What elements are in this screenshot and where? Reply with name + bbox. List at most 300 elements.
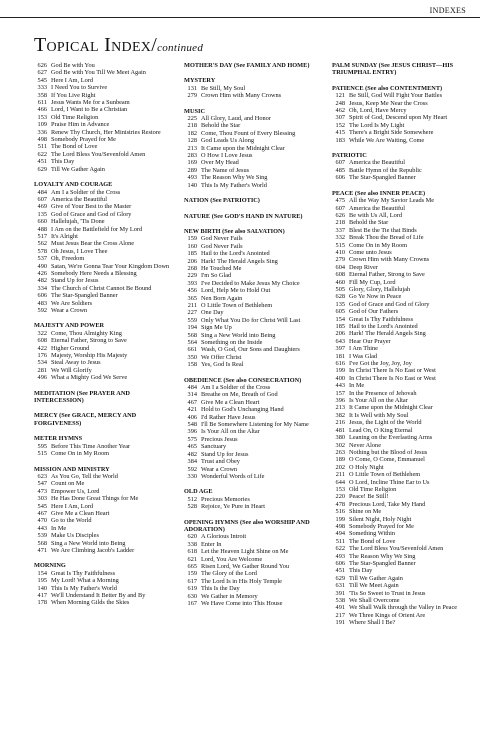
hymn-number: 516 — [335, 508, 345, 516]
index-entry — [332, 545, 472, 552]
hymn-number: 471 — [37, 546, 47, 554]
hymn-number: 157 — [335, 389, 345, 397]
hymn-title: Peace! Be Still! — [349, 493, 389, 501]
hymn-title: Am I a Soldier of the Cross — [201, 384, 271, 392]
index-section — [34, 390, 174, 405]
index-entry — [34, 121, 174, 128]
hymn-title: Spirit of God, Descend upon My Heart — [349, 114, 448, 122]
section-heading: LOYALTY AND COURAGE — [34, 181, 113, 189]
hymn-title: O Holy Night — [349, 463, 384, 471]
index-section — [34, 62, 174, 173]
hymn-number: 626 — [37, 62, 47, 69]
hymn-title: If You Live Right — [51, 91, 96, 99]
hymn-number: 559 — [187, 316, 197, 324]
index-entry — [184, 548, 324, 555]
index-entry — [332, 442, 472, 449]
index-entry — [332, 100, 472, 107]
hymn-title: We Gather in Memory — [201, 592, 258, 600]
index-entry — [184, 436, 324, 443]
hymn-title: We Will Glorify — [51, 366, 92, 374]
hymn-title: Silent Night, Holy Night — [349, 515, 412, 523]
hymn-title: All the Way My Savior Leads Me — [349, 197, 435, 205]
hymn-title: Go to the World — [51, 517, 92, 525]
hymn-title: Is Your All on the Altar — [201, 428, 260, 436]
index-entry — [34, 480, 174, 487]
index-entry — [332, 553, 472, 560]
hymn-title: America the Beautiful — [349, 204, 405, 212]
index-entry — [184, 593, 324, 600]
hymn-number: 620 — [187, 533, 197, 541]
index-entry — [34, 248, 174, 255]
hymn-title: We Are Soldiers — [51, 299, 93, 307]
index-entry — [332, 412, 472, 419]
hymn-number: 568 — [37, 539, 47, 547]
index-entry — [332, 234, 472, 241]
index-section — [184, 228, 324, 369]
index-entry — [34, 525, 174, 532]
hymn-number: 611 — [37, 99, 47, 107]
hymn-title: Jesus, Keep Me Near the Cross — [349, 99, 428, 107]
hymn-title: The Reason Why We Sing — [201, 174, 268, 182]
index-entry — [34, 532, 174, 539]
index-entry — [34, 359, 174, 366]
section-heading: MOTHER'S DAY (See FAMILY AND HOME) — [184, 62, 310, 69]
index-entry — [184, 309, 324, 316]
index-section — [332, 62, 472, 77]
index-entry — [184, 145, 324, 152]
index-section — [332, 190, 472, 627]
hymn-number: 153 — [37, 113, 47, 121]
hymn-title: As You Go, Tell the World — [51, 472, 118, 480]
index-entry — [184, 585, 324, 592]
index-column-2 — [184, 62, 324, 607]
index-entry — [332, 271, 472, 278]
index-section — [34, 435, 174, 457]
hymn-number: 456 — [187, 287, 197, 295]
hymn-number: 382 — [335, 411, 345, 419]
hymn-number: 621 — [187, 555, 197, 563]
index-entry — [34, 367, 174, 374]
index-section — [184, 197, 324, 204]
hymn-title: God Never Fails — [201, 242, 243, 250]
hymn-number: 169 — [187, 159, 197, 167]
index-entry — [332, 479, 472, 486]
index-section — [184, 377, 324, 481]
hymn-number: 396 — [187, 428, 197, 436]
hymn-number: 460 — [335, 278, 345, 286]
hymn-title: Something on the Inside — [201, 339, 263, 346]
hymn-title: Something Within — [349, 530, 395, 538]
index-entry — [332, 323, 472, 330]
section-heading: PALM SUNDAY (See JESUS CHRIST—HIS TRIUMPHAL ENTRY) — [332, 62, 454, 77]
index-section — [184, 488, 324, 510]
section-heading: MORNING — [34, 562, 66, 570]
index-entry — [184, 570, 324, 577]
hymn-number: 218 — [187, 122, 197, 130]
index-entry — [332, 397, 472, 404]
hymn-title: Glory, Glory, Hallelujah — [349, 285, 411, 293]
index-entry — [184, 473, 324, 480]
hymn-number: 623 — [37, 472, 47, 480]
hymn-number: 467 — [187, 398, 197, 406]
index-entry — [332, 427, 472, 434]
hymn-number: 578 — [37, 247, 47, 255]
index-entry — [332, 197, 472, 204]
index-entry — [184, 354, 324, 361]
hymn-number: 538 — [335, 597, 345, 605]
index-entry — [34, 337, 174, 344]
hymn-number: 380 — [335, 434, 345, 442]
index-entry — [332, 316, 472, 323]
hymn-number: 661 — [187, 346, 197, 354]
index-section — [184, 77, 324, 99]
hymn-number: 393 — [187, 279, 197, 287]
hymn-number: 505 — [335, 285, 345, 293]
hymn-title: Hail to the Lord's Anointed — [349, 323, 418, 330]
index-entry — [332, 301, 472, 308]
hymn-number: 568 — [187, 331, 197, 339]
hymn-title: Renew Thy Church, Her Ministries Restore — [51, 128, 161, 136]
index-entry — [332, 367, 472, 374]
hymn-number: 332 — [335, 234, 345, 242]
hymn-title: God Leads Us Along — [201, 137, 254, 145]
hymn-number: 281 — [37, 366, 47, 374]
hymn-number: 626 — [335, 211, 345, 219]
hymn-title: A Glorious Introit — [201, 533, 247, 541]
hymn-title: Yes, God Is Real — [201, 361, 244, 369]
hymn-number: 545 — [37, 76, 47, 84]
hymn-number: 182 — [187, 129, 197, 137]
index-entry — [184, 265, 324, 272]
hymn-number: 220 — [335, 493, 345, 501]
page-title — [34, 34, 203, 57]
hymn-number: 135 — [37, 210, 47, 218]
hymn-title: Precious Memories — [201, 495, 250, 503]
hymn-number: 199 — [335, 515, 345, 523]
index-entry — [184, 174, 324, 181]
hymn-number: 154 — [335, 315, 345, 323]
index-entry — [34, 292, 174, 299]
hymn-title: Wear a Crown — [201, 465, 238, 473]
index-entry — [332, 538, 472, 545]
hymn-number: 575 — [187, 435, 197, 443]
hymn-number: 218 — [335, 219, 345, 227]
hymn-title: Nen Born Again — [201, 294, 243, 302]
index-entry — [184, 563, 324, 570]
hymn-title: In Me — [349, 382, 365, 390]
hymn-number: 604 — [335, 263, 345, 271]
index-entry — [332, 375, 472, 382]
index-entry — [184, 302, 324, 309]
index-entry — [34, 473, 174, 480]
hymn-title: In Me — [51, 524, 67, 532]
hymn-title: Over My Head — [201, 159, 239, 167]
top-rule — [0, 17, 480, 18]
hymn-title: I've Got the Joy, Joy, Joy — [349, 360, 412, 368]
hymn-number: 496 — [37, 374, 47, 382]
hymn-number: 451 — [37, 158, 47, 166]
hymn-title: Lead On, O King Eternal — [349, 426, 413, 434]
running-head: INDEXES — [429, 6, 466, 15]
hymn-number: 482 — [37, 277, 47, 285]
hymn-number: 482 — [187, 450, 197, 458]
hymn-number: 415 — [335, 129, 345, 137]
hymn-title: Lord, I Want to Be a Christian — [51, 106, 128, 114]
hymn-title: Wonderful Words of Life — [201, 472, 265, 480]
section-heading: MISSION AND MINISTRY — [34, 465, 110, 473]
hymn-title: Empower Us, Lord — [51, 487, 100, 495]
hymn-number: 384 — [187, 458, 197, 466]
index-entry — [34, 585, 174, 592]
hymn-title: Am I a Soldier of the Cross — [51, 188, 121, 196]
hymn-number: 159 — [187, 235, 197, 243]
index-entry — [34, 488, 174, 495]
index-entry — [34, 263, 174, 270]
index-column-3 — [332, 62, 472, 627]
index-entry — [332, 219, 472, 226]
hymn-title: Satan, We're Gonna Tear Your Kingdom Down — [51, 262, 170, 270]
index-entry — [332, 486, 472, 493]
hymn-title: Come, Thou Fount of Every Blessing — [201, 129, 296, 137]
index-entry — [332, 264, 472, 271]
hymn-title: Here I Am, Lord — [51, 502, 93, 510]
index-entry — [184, 295, 324, 302]
hymn-number: 135 — [335, 300, 345, 308]
hymn-number: 608 — [335, 271, 345, 279]
hymn-title: Stand Up for Jesus — [201, 450, 249, 458]
index-entry — [332, 212, 472, 219]
hymn-title: I Am on the Battlefield for My Lord — [51, 225, 143, 233]
hymn-number: 606 — [37, 292, 47, 300]
hymn-number: 206 — [335, 330, 345, 338]
hymn-title: Hear Our Prayer — [349, 337, 391, 345]
hymn-title: The Bond of Love — [349, 537, 396, 545]
title-main: Topical Index/ — [34, 34, 158, 56]
index-entry — [34, 84, 174, 91]
hymn-title: America the Beautiful — [349, 159, 405, 167]
hymn-title: Risen Lord, We Gather Round You — [201, 562, 290, 570]
index-entry — [184, 258, 324, 265]
hymn-title: I Was Glad — [349, 352, 378, 360]
hymn-title: Come unto Jesus — [349, 248, 392, 256]
hymn-number: 484 — [37, 188, 47, 196]
hymn-title: God Be with You Till We Meet Again — [51, 69, 146, 77]
hymn-number: 160 — [187, 242, 197, 250]
section-heading: PATIENCE (See also CONTENTMENT) — [332, 84, 443, 92]
index-entry — [332, 567, 472, 574]
hymn-title: Oh, Freedom — [51, 255, 85, 263]
hymn-number: 213 — [187, 144, 197, 152]
index-entry — [332, 256, 472, 263]
hymn-number: 391 — [335, 589, 345, 597]
title-continued: continued — [157, 42, 204, 54]
index-entry — [184, 280, 324, 287]
hymn-title: He Touched Me — [201, 264, 242, 272]
hymn-number: 491 — [335, 604, 345, 612]
hymn-title: Only What You Do for Christ Will Last — [201, 316, 301, 324]
index-entry — [332, 560, 472, 567]
hymn-number: 417 — [37, 592, 47, 599]
hymn-number: 537 — [37, 255, 47, 263]
hymn-number: 515 — [335, 241, 345, 249]
index-entry — [184, 384, 324, 391]
index-entry — [332, 174, 472, 181]
index-entry — [34, 547, 174, 554]
hymn-title: All Glory, Laud, and Honor — [201, 115, 271, 123]
hymn-number: 490 — [37, 262, 47, 270]
index-entry — [34, 114, 174, 121]
hymn-title: Higher Ground — [51, 344, 90, 352]
hymn-title: Give of Your Best to the Master — [51, 203, 132, 211]
index-entry — [34, 151, 174, 158]
hymn-number: 302 — [335, 441, 345, 449]
hymn-number: 421 — [187, 406, 197, 414]
index-section — [184, 108, 324, 189]
hymn-title: Sing a New World into Being — [51, 539, 126, 547]
section-heading: METER HYMNS — [34, 435, 83, 443]
hymn-title: Lord, Help Me to Hold Out — [201, 287, 271, 295]
index-section — [34, 181, 174, 314]
hymn-number: 152 — [335, 121, 345, 129]
hymn-number: 470 — [37, 517, 47, 525]
index-entry — [332, 604, 472, 611]
hymn-number: 547 — [37, 480, 47, 488]
index-entry — [34, 69, 174, 76]
hymn-title: Hark! The Herald Angels Sing — [201, 257, 278, 265]
index-entry — [332, 338, 472, 345]
index-entry — [34, 62, 174, 69]
hymn-title: Wear a Crown — [51, 307, 88, 314]
hymn-number: 511 — [335, 537, 345, 545]
hymn-title: We'll Understand It Better By and By — [51, 592, 146, 599]
hymn-number: 358 — [37, 91, 47, 99]
index-entry — [332, 390, 472, 397]
hymn-title: The Church of Christ Cannot Be Bound — [51, 284, 152, 292]
hymn-number: 511 — [37, 143, 47, 151]
hymn-title: Deep River — [349, 263, 378, 271]
hymn-title: Leaning on the Everlasting Arms — [349, 434, 433, 442]
hymn-number: 307 — [335, 114, 345, 122]
index-entry — [34, 270, 174, 277]
hymn-title: It Is Well with My Soul — [349, 411, 409, 419]
section-heading: MUSIC — [184, 107, 205, 115]
index-entry — [34, 285, 174, 292]
index-section — [332, 152, 472, 182]
hymn-title: Trust and Obey — [201, 458, 240, 466]
hymn-title: Behold the Star — [201, 122, 241, 130]
hymn-title: Be with Us All, Lord — [349, 211, 402, 219]
index-entry — [184, 167, 324, 174]
section-heading: NATION (See PATRIOTIC) — [184, 197, 260, 205]
index-section — [184, 213, 324, 220]
hymn-number: 400 — [335, 374, 345, 382]
section-heading: OPENING HYMNS (See also WORSHIP AND ADORATION) — [184, 518, 310, 533]
hymn-title: Nothing but the Blood of Jesus — [349, 448, 428, 456]
hymn-number: 396 — [335, 397, 345, 405]
hymn-number: 475 — [335, 197, 345, 205]
hymn-title: Be Still, God Will Fight Your Battles — [349, 92, 443, 100]
hymn-title: We Three Kings of Orient Are — [349, 611, 426, 619]
index-entry — [332, 597, 472, 604]
hymn-number: 206 — [187, 257, 197, 265]
hymn-title: In Christ There Is No East or West — [349, 374, 436, 382]
hymn-number: 631 — [335, 582, 345, 590]
hymn-number: 539 — [37, 532, 47, 540]
hymn-title: The Star-Spangled Banner — [51, 292, 118, 300]
hymn-number: 176 — [37, 352, 47, 360]
index-entry — [34, 495, 174, 502]
hymn-number: 185 — [335, 323, 345, 330]
hymn-number: 283 — [187, 152, 197, 160]
hymn-title: The Lord Is in His Holy Temple — [201, 577, 282, 585]
index-entry — [184, 152, 324, 159]
index-entry — [184, 235, 324, 242]
index-entry — [332, 471, 472, 478]
hymn-number: 606 — [335, 174, 345, 182]
hymn-number: 627 — [37, 69, 47, 77]
hymn-number: 194 — [187, 324, 197, 332]
index-entry — [34, 592, 174, 599]
hymn-number: 178 — [37, 599, 47, 607]
hymn-number: 443 — [37, 524, 47, 532]
hymn-title: O Come, O Come, Emmanuel — [349, 456, 425, 464]
index-entry — [34, 226, 174, 233]
hymn-number: 191 — [335, 619, 345, 627]
hymn-number: 279 — [335, 256, 345, 264]
index-entry — [332, 619, 472, 626]
hymn-number: 365 — [187, 294, 197, 302]
hymn-title: Somebody Prayed for Me — [349, 522, 414, 530]
index-entry — [332, 353, 472, 360]
hymn-title: Enter In — [201, 540, 222, 548]
index-entry — [34, 211, 174, 218]
index-entry — [332, 205, 472, 212]
hymn-number: 216 — [335, 419, 345, 427]
index-entry — [332, 456, 472, 463]
hymn-title: Stand Up for Jesus — [51, 277, 99, 285]
hymn-number: 665 — [187, 562, 197, 570]
hymn-number: 350 — [187, 353, 197, 361]
index-section — [34, 466, 174, 555]
hymn-number: 608 — [37, 337, 47, 345]
index-section — [34, 412, 174, 427]
hymn-title: What a Mighty God We Serve — [51, 374, 128, 382]
index-entry — [184, 287, 324, 294]
hymn-number: 493 — [335, 552, 345, 560]
hymn-title: Give Me a Clean Heart — [51, 509, 110, 517]
index-entry — [332, 92, 472, 99]
hymn-title: This Day — [51, 158, 75, 166]
hymn-number: 629 — [37, 165, 47, 173]
index-entry — [34, 450, 174, 457]
index-entry — [332, 242, 472, 249]
hymn-title: Hail to the Lord's Anointed — [201, 250, 270, 258]
index-entry — [34, 255, 174, 262]
hymn-title: Praise Him in Advance — [51, 121, 110, 129]
index-entry — [34, 106, 174, 113]
index-entry — [34, 129, 174, 136]
index-entry — [184, 339, 324, 346]
hymn-title: In the Presence of Jehovah — [349, 389, 417, 397]
hymn-number: 195 — [37, 577, 47, 585]
hymn-number: 211 — [187, 301, 197, 309]
hymn-number: 617 — [187, 577, 197, 585]
index-entry — [184, 85, 324, 92]
hymn-number: 466 — [37, 106, 47, 114]
index-entry — [332, 286, 472, 293]
hymn-title: Jesus Wants Me for a Sunbeam — [51, 99, 130, 107]
hymn-title: We Shall Walk through the Valley in Peace — [349, 604, 458, 612]
